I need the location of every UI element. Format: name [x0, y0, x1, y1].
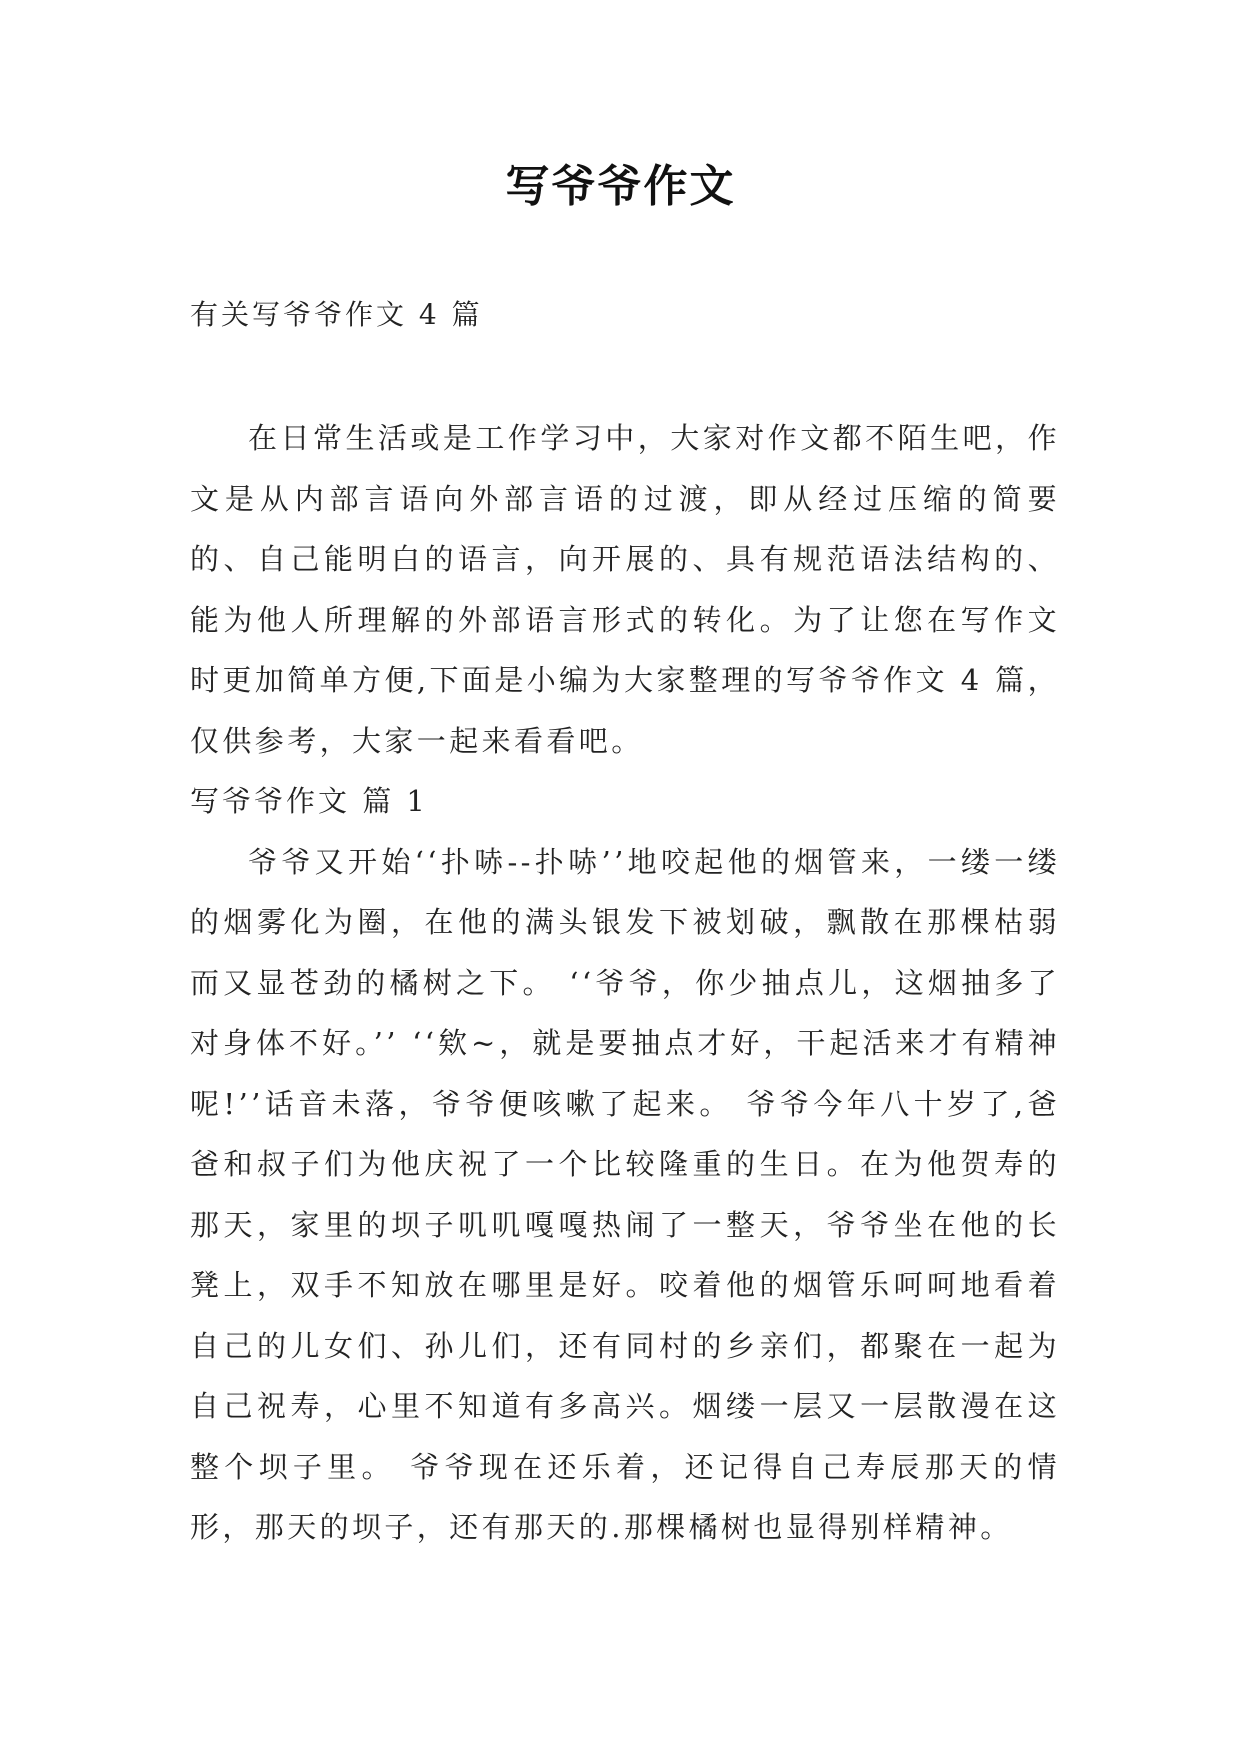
- section-paragraph: 爷爷又开始‘‘扑哧--扑哧’’地咬起他的烟管来，一缕一缕的烟雾化为圈，在他的满头银发下被划破，飘散在那棵枯弱而又显苍劲的橘树之下。 ‘‘爷爷，你少抽点儿，这烟抽多了对身体不好。’’ ‘‘欸~，就是要抽点才好，干起活来才有精神呢!’’话音未落，爷爷便咳嗽了起来。 爷爷今年八十岁了,爸爸和叔子们为他庆祝了一个比较隆重的生日。在为他贺寿的那天，家里的坝子叽叽嘎嘎热闹了一整天，爷爷坐在他的长凳上，双手不知放在哪里是好。咬着他的烟管乐呵呵地看着自己的儿女们、孙儿们，还有同村的乡亲们，都聚在一起为自己祝寿，心里不知道有多高兴。烟缕一层又一层散漫在这整个坝子里。 爷爷现在还乐着，还记得自己寿辰那天的情形，那天的坝子，还有那天的.那棵橘树也显得别样精神。: [190, 844, 1060, 1544]
- intro-paragraph: 在日常生活或是工作学习中，大家对作文都不陌生吧，作文是从内部言语向外部言语的过渡，即从经过压缩的简要的、自己能明白的语言，向开展的、具有规范语法结构的、能为他人所理解的外部语言形式的转化。为了让您在写作文时更加简单方便,下面是小编为大家整理的写爷爷作文 4 篇，仅供参考，大家一起来看看吧。: [190, 421, 1060, 758]
- document-title: 写爷爷作文: [505, 161, 736, 212]
- document-body: [190, 408, 1060, 1558]
- section-heading: 写爷爷作文 篇 1: [190, 784, 428, 818]
- document-subtitle: 有关写爷爷作文 4 篇: [190, 298, 483, 331]
